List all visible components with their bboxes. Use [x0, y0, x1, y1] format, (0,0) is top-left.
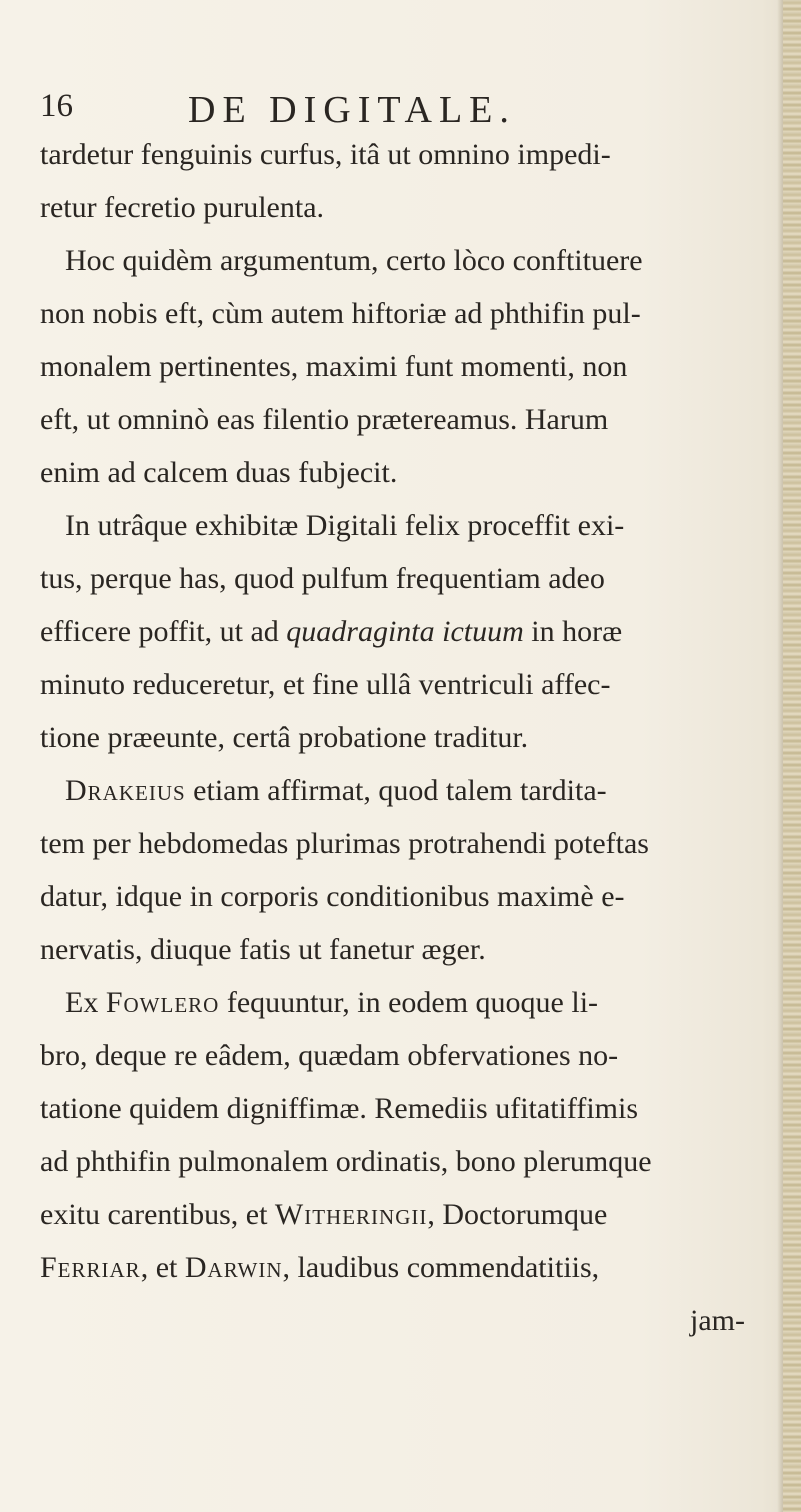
- text-span: etiam affirmat, quod talem tardita-: [185, 774, 607, 807]
- text-line: [40, 1200, 607, 1230]
- text-line: retur fecretio purulenta.: [40, 191, 325, 224]
- text-span: , et: [140, 1251, 185, 1284]
- text-line: tem per hebdomedas plurimas protrahendi poteftas: [40, 827, 649, 860]
- author-name-drakeius: Drakeius: [65, 774, 186, 807]
- text-line: ad phthifin pulmonalem ordinatis, bono plerumque: [40, 1145, 652, 1178]
- text-line: [40, 617, 622, 647]
- running-title: DE DIGITALE.: [188, 89, 516, 131]
- author-name-darwin: Darwin: [184, 1251, 283, 1284]
- text-span: Ex: [65, 986, 106, 1019]
- text-line: nervatis, diuque fatis ut fanetur æger.: [40, 933, 486, 966]
- text-line: [65, 988, 598, 1018]
- text-span: fequuntur, in eodem quoque li-: [219, 986, 599, 1019]
- text-span: in horæ: [523, 615, 623, 648]
- text-line: tus, perque has, quod pulfum frequentiam adeo: [40, 562, 605, 595]
- text-line: Hoc quidèm argumentum, certo lòco conftituere: [65, 244, 643, 277]
- text-line: enim ad calcem duas fubjecit.: [40, 456, 398, 489]
- italic-phrase: quadraginta ictuum: [286, 615, 524, 648]
- author-name-ferriar: Ferriar: [40, 1251, 141, 1284]
- text-line: monalem pertinentes, maximi funt momenti, non: [40, 350, 628, 383]
- text-line: In utrâque exhibitæ Digitali felix proceffit exi-: [65, 509, 625, 542]
- text-line: datur, idque in corporis conditionibus maximè e-: [40, 880, 625, 913]
- text-line: tardetur fenguinis curfus, itâ ut omnino impedi-: [40, 138, 611, 171]
- catchword: jam-: [690, 1304, 745, 1337]
- text-line: [65, 776, 607, 806]
- page-number: 16: [40, 88, 73, 124]
- text-span: exitu carentibus, et: [40, 1198, 275, 1231]
- text-line: eft, ut omninò eas filentio prætereamus. Harum: [40, 403, 609, 436]
- text-span: , laudibus commendatitiis,: [282, 1251, 600, 1284]
- text-line: bro, deque re eâdem, quædam obfervationes no-: [40, 1039, 619, 1072]
- text-line: tatione quidem digniffimæ. Remediis ufitatiffimis: [40, 1092, 638, 1125]
- text-line: minuto reduceretur, et fine ullâ ventriculi affec-: [40, 668, 611, 701]
- author-name-fowlero: Fowlero: [105, 986, 220, 1019]
- text-line: non nobis eft, cùm autem hiftoriæ ad phthifin pul-: [40, 297, 641, 330]
- text-line: tione præeunte, certâ probatione traditur.: [40, 721, 529, 754]
- text-span: , Doctorumque: [427, 1198, 608, 1231]
- text-line: [40, 1253, 599, 1283]
- text-span: efficere poffit, ut ad: [40, 615, 287, 648]
- author-name-witheringii: Witheringii: [274, 1198, 428, 1231]
